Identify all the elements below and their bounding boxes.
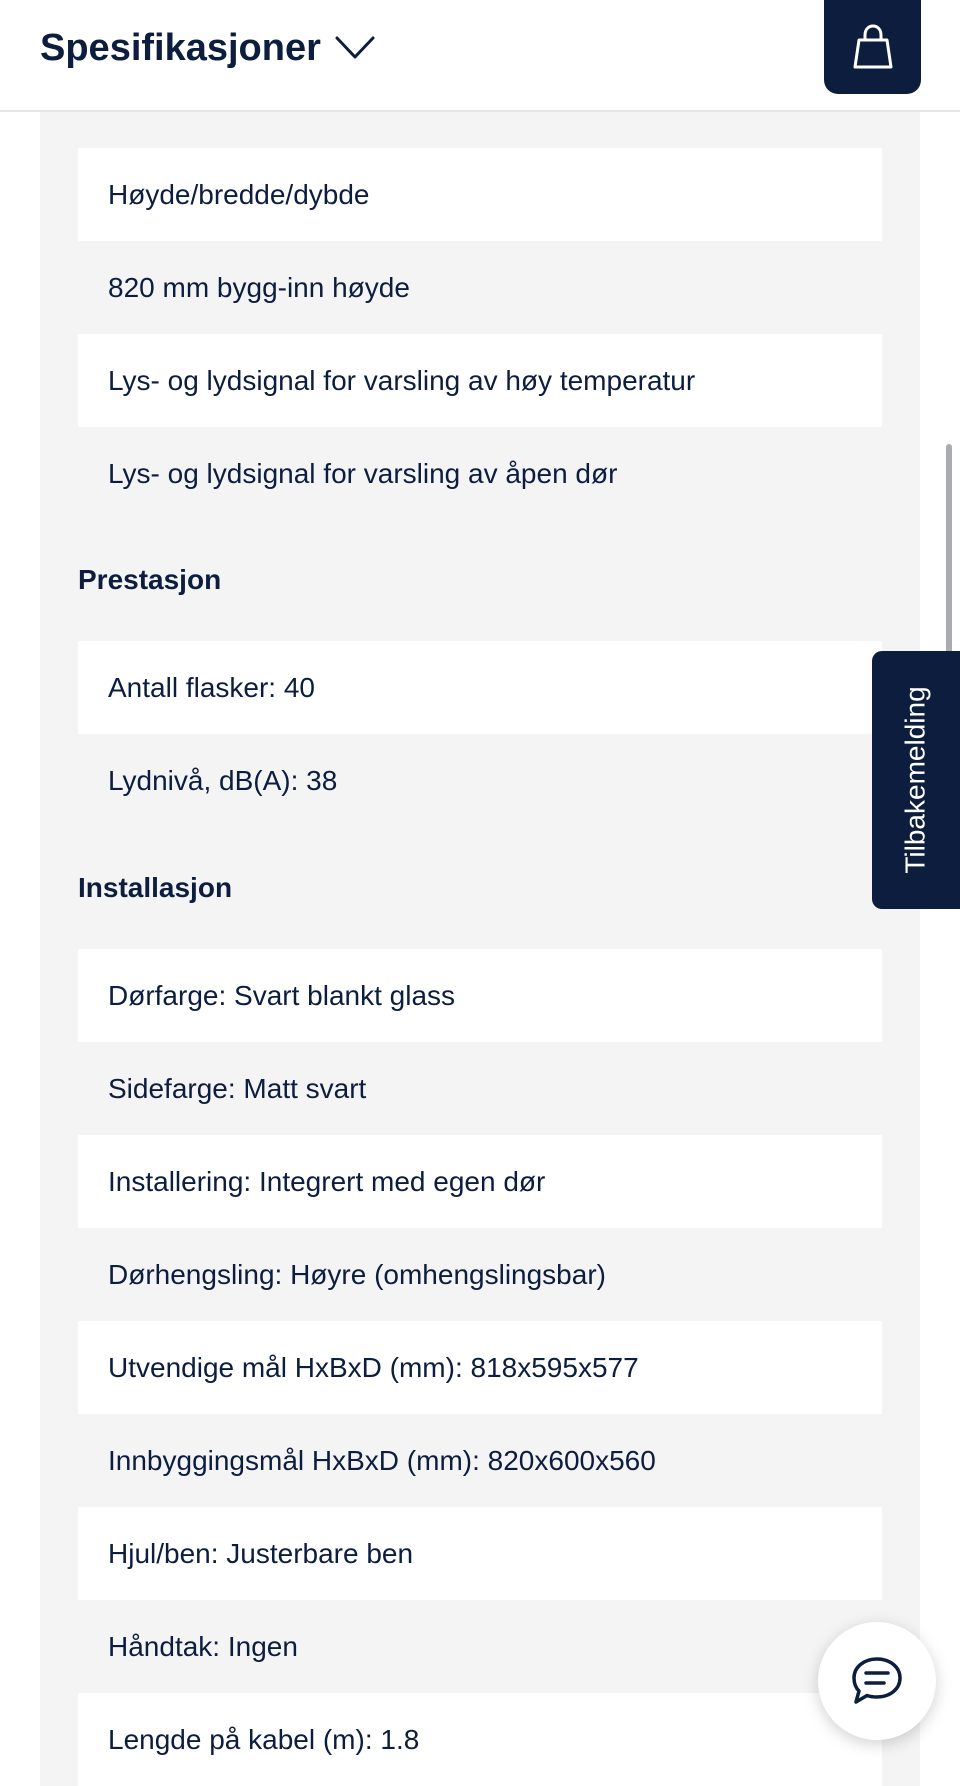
spec-row: Utvendige mål HxBxD (mm): 818x595x577 xyxy=(78,1321,882,1414)
spec-row: Lys- og lydsignal for varsling av åpen dør xyxy=(108,457,618,489)
chat-bubble-icon xyxy=(850,1655,904,1707)
spec-row: Innbyggingsmål HxBxD (mm): 820x600x560 xyxy=(108,1444,656,1476)
spec-row: Dørhengsling: Høyre (omhengslingsbar) xyxy=(108,1258,606,1290)
page-scrollbar[interactable] xyxy=(946,444,952,654)
shopping-bag-icon xyxy=(851,24,895,70)
cart-button[interactable] xyxy=(824,0,921,94)
spec-row: Dørfarge: Svart blankt glass xyxy=(78,949,882,1042)
spec-row: Installering: Integrert med egen dør xyxy=(78,1135,882,1228)
spec-row: Lydnivå, dB(A): 38 xyxy=(108,764,338,796)
spec-row: Sidefarge: Matt svart xyxy=(108,1072,367,1104)
spec-row: 820 mm bygg-inn høyde xyxy=(108,271,410,303)
spec-row: Høyde/bredde/dybde xyxy=(78,148,882,241)
feedback-tab[interactable] xyxy=(872,651,960,909)
sticky-header xyxy=(0,0,960,112)
section-heading-prestasjon: Prestasjon xyxy=(78,564,222,595)
spec-row: Håndtak: Ingen xyxy=(108,1630,298,1662)
chevron-down-icon xyxy=(335,35,375,61)
feedback-tab-label: Tilbakemelding xyxy=(900,686,931,874)
header-title: Spesifikasjoner xyxy=(40,26,321,69)
section-heading-installasjon: Installasjon xyxy=(78,872,233,903)
spec-row: Antall flasker: 40 xyxy=(78,641,882,734)
specifications-dropdown-toggle[interactable] xyxy=(40,22,375,74)
spec-row: Lys- og lydsignal for varsling av høy temperatur xyxy=(78,334,882,427)
spec-row: Hjul/ben: Justerbare ben xyxy=(78,1507,882,1600)
chat-button[interactable] xyxy=(818,1622,936,1740)
spec-row: Lengde på kabel (m): 1.8 xyxy=(78,1693,882,1786)
